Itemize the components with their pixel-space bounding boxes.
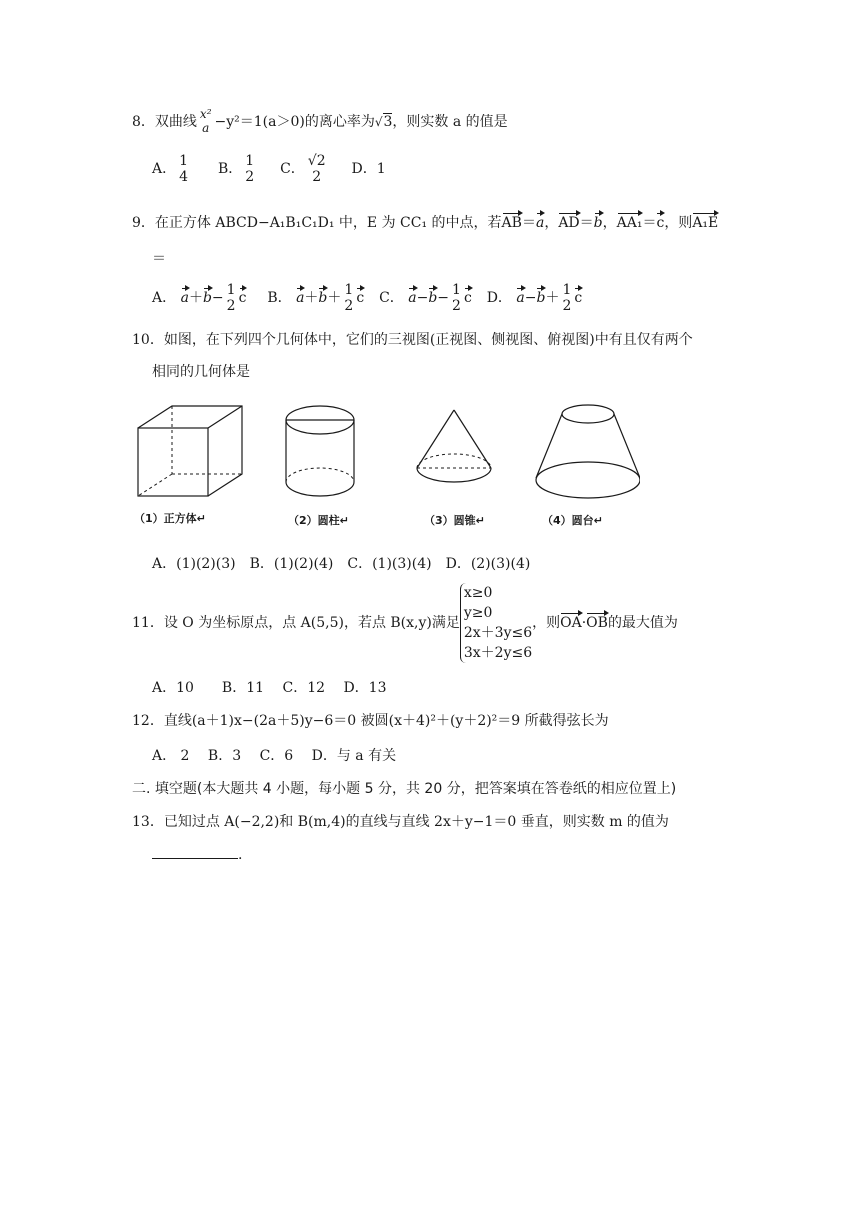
q9-d-half-den: 2	[562, 298, 572, 315]
q8-option-b-label: B．	[217, 161, 243, 178]
q8-fraction	[199, 108, 213, 136]
q9-d-vec-b: b	[536, 290, 546, 307]
q8-number: 8．	[132, 113, 155, 130]
q9-a-vec-b: b	[202, 290, 212, 307]
q12-options: A． 2 B．3 C．6 D．与 a 有关	[152, 748, 397, 764]
q9-sep-2: ，	[602, 215, 617, 231]
q8-options	[152, 153, 386, 185]
section-2-title: 二. 填空题(本大题共 4 小题，每小题 5 分，共 20 分，把答案填在答卷纸的相应位置上)	[132, 781, 677, 797]
q11-constraint-3: 2x＋3y≤6	[463, 625, 533, 641]
q9-sep-1: ，	[544, 215, 559, 231]
q8-a-den: 4	[179, 169, 189, 186]
q11-text-1: 11．设 O 为坐标原点，点 A(5,5)，若点 B(x,y)满足	[132, 615, 460, 631]
q9-number: 9．	[132, 215, 155, 231]
q9-b-half	[343, 282, 354, 314]
q9-b-vec-a: a	[296, 290, 305, 307]
q9-b-half-den: 2	[344, 298, 354, 315]
q11-text-2: ，则	[532, 615, 561, 631]
q9-c-half	[451, 282, 462, 314]
q9-eq-c: ＝	[642, 215, 657, 231]
q11-constraint-system	[460, 583, 532, 663]
q11-constraint-2: y≥0	[463, 605, 493, 621]
q9-c-vec-c: c	[463, 290, 472, 307]
caption-cone: （3）圆锥↵	[424, 514, 485, 527]
q9-a-vec-c: c	[238, 290, 247, 307]
q8-frac-den: a	[202, 120, 210, 135]
caption-frustum: （4）圆台↵	[542, 514, 603, 527]
q13-text: 13．已知过点 A(−2,2)和 B(m,4)的直线与直线 2x＋y−1＝0 垂直，则实数 m 的值为	[132, 814, 669, 830]
question-9	[132, 212, 718, 232]
question-11	[132, 583, 678, 663]
q8-option-c	[307, 153, 327, 185]
q8-option-a-label: A．	[152, 161, 177, 178]
q9-option-b-label: B．	[267, 290, 292, 307]
q13-end: .	[238, 847, 243, 863]
q9-a-half	[226, 282, 237, 314]
q9-option-c-label: C．	[379, 290, 404, 307]
q9-equals-line: ＝	[152, 251, 166, 267]
q9-eq-b: ＝	[579, 215, 594, 231]
q9-d-vec-c: c	[574, 290, 583, 307]
q8-b-num: 1	[245, 153, 255, 169]
q9-vector-ab: AB	[501, 215, 522, 231]
q9-a-half-den: 2	[226, 298, 236, 315]
q8-option-b	[244, 153, 255, 185]
q9-vector-c: c	[656, 215, 665, 231]
q10-line-1: 10．如图，在下列四个几何体中，它们的三视图(正视图、侧视图、俯视图)中有且仅有两个	[132, 332, 693, 348]
q8-option-d-label: D．	[351, 161, 377, 178]
q9-d-vec-a: a	[516, 290, 525, 307]
q9-c-vec-b: b	[428, 290, 438, 307]
q8-frac-num: x²	[199, 107, 212, 121]
cube-figure	[138, 406, 242, 496]
q8-text-3: ，则实数 a 的值是	[392, 113, 508, 130]
q8-option-d: 1	[376, 161, 386, 178]
q11-constraint-4: 3x＋2y≤6	[463, 645, 533, 661]
q11-text-3: 的最大值为	[607, 615, 678, 631]
q9-option-d-label: D．	[486, 290, 512, 307]
q9-vector-aa1: AA₁	[616, 215, 643, 231]
q10-options: A．(1)(2)(3) B．(1)(2)(4) C．(1)(3)(4) D．(2)(3)(4)	[152, 556, 531, 572]
q9-option-a-label: A．	[152, 290, 177, 307]
cone-figure	[417, 410, 491, 482]
q8-sqrt: 3	[383, 113, 393, 130]
q9-c-vec-a: a	[408, 290, 417, 307]
q9-vector-ad: AD	[558, 215, 580, 231]
q9-a-vec-a: a	[180, 290, 189, 307]
q11-vector-ob: OB	[586, 615, 608, 631]
cylinder-figure	[286, 406, 354, 496]
q8-a-num: 1	[179, 153, 189, 169]
q9-b-vec-c: c	[356, 290, 365, 307]
q8-text-1: 双曲线	[154, 113, 197, 130]
q8-text-2: −y²＝1(a＞0)的离心率为	[214, 113, 375, 130]
q9-b-half-num: 1	[344, 282, 354, 298]
q11-options: A．10 B．11 C．12 D．13	[152, 680, 387, 696]
q9-text-1: 在正方体 ABCD−A₁B₁C₁D₁ 中，E 为 CC₁ 的中点，若	[154, 215, 502, 231]
q12-text: 12．直线(a＋1)x−(2a＋5)y−6＝0 被圆(x＋4)²＋(y＋2)²＝9 所截得弦长为	[132, 713, 609, 729]
q13-answer-line	[152, 844, 242, 863]
q8-c-den: 2	[312, 169, 322, 186]
q9-vector-a1e: A₁E	[692, 215, 719, 231]
q8-c-num: √2	[307, 153, 326, 169]
q9-c-half-den: 2	[452, 298, 461, 315]
q9-options: A． a＋b− 1 2 c B． a＋b＋ 1 2 c C． a−b− 1 2 c D． a−b＋ 1 2 c	[152, 282, 583, 315]
q8-b-den: 2	[245, 169, 255, 186]
q11-constraint-1: x≥0	[463, 585, 493, 601]
frustum-figure	[536, 405, 640, 498]
q9-b-vec-b: b	[318, 290, 328, 307]
q9-a-half-num: 1	[226, 282, 236, 298]
q10-line-2: 相同的几何体是	[152, 364, 250, 380]
q11-vector-oa: OA	[560, 615, 582, 631]
q9-eq-a: ＝	[521, 215, 536, 231]
q9-d-half	[561, 282, 572, 314]
q11-dot: ·	[581, 615, 587, 631]
question-8: 8．双曲线 x² a −y²＝1(a＞0)的离心率为√3，则实数 a 的值是	[132, 107, 508, 135]
answer-blank[interactable]	[152, 844, 238, 859]
q9-text-2: ，则	[664, 215, 693, 231]
q8-option-c-label: C．	[280, 161, 305, 178]
q9-c-half-num: 1	[452, 282, 461, 298]
caption-cylinder: （2）圆柱↵	[288, 514, 349, 527]
q9-vector-b: b	[593, 215, 603, 231]
caption-cube: （1）正方体↵	[134, 512, 206, 525]
q9-vector-a: a	[535, 215, 545, 231]
q9-d-half-num: 1	[562, 282, 572, 298]
q8-option-a	[178, 153, 189, 185]
